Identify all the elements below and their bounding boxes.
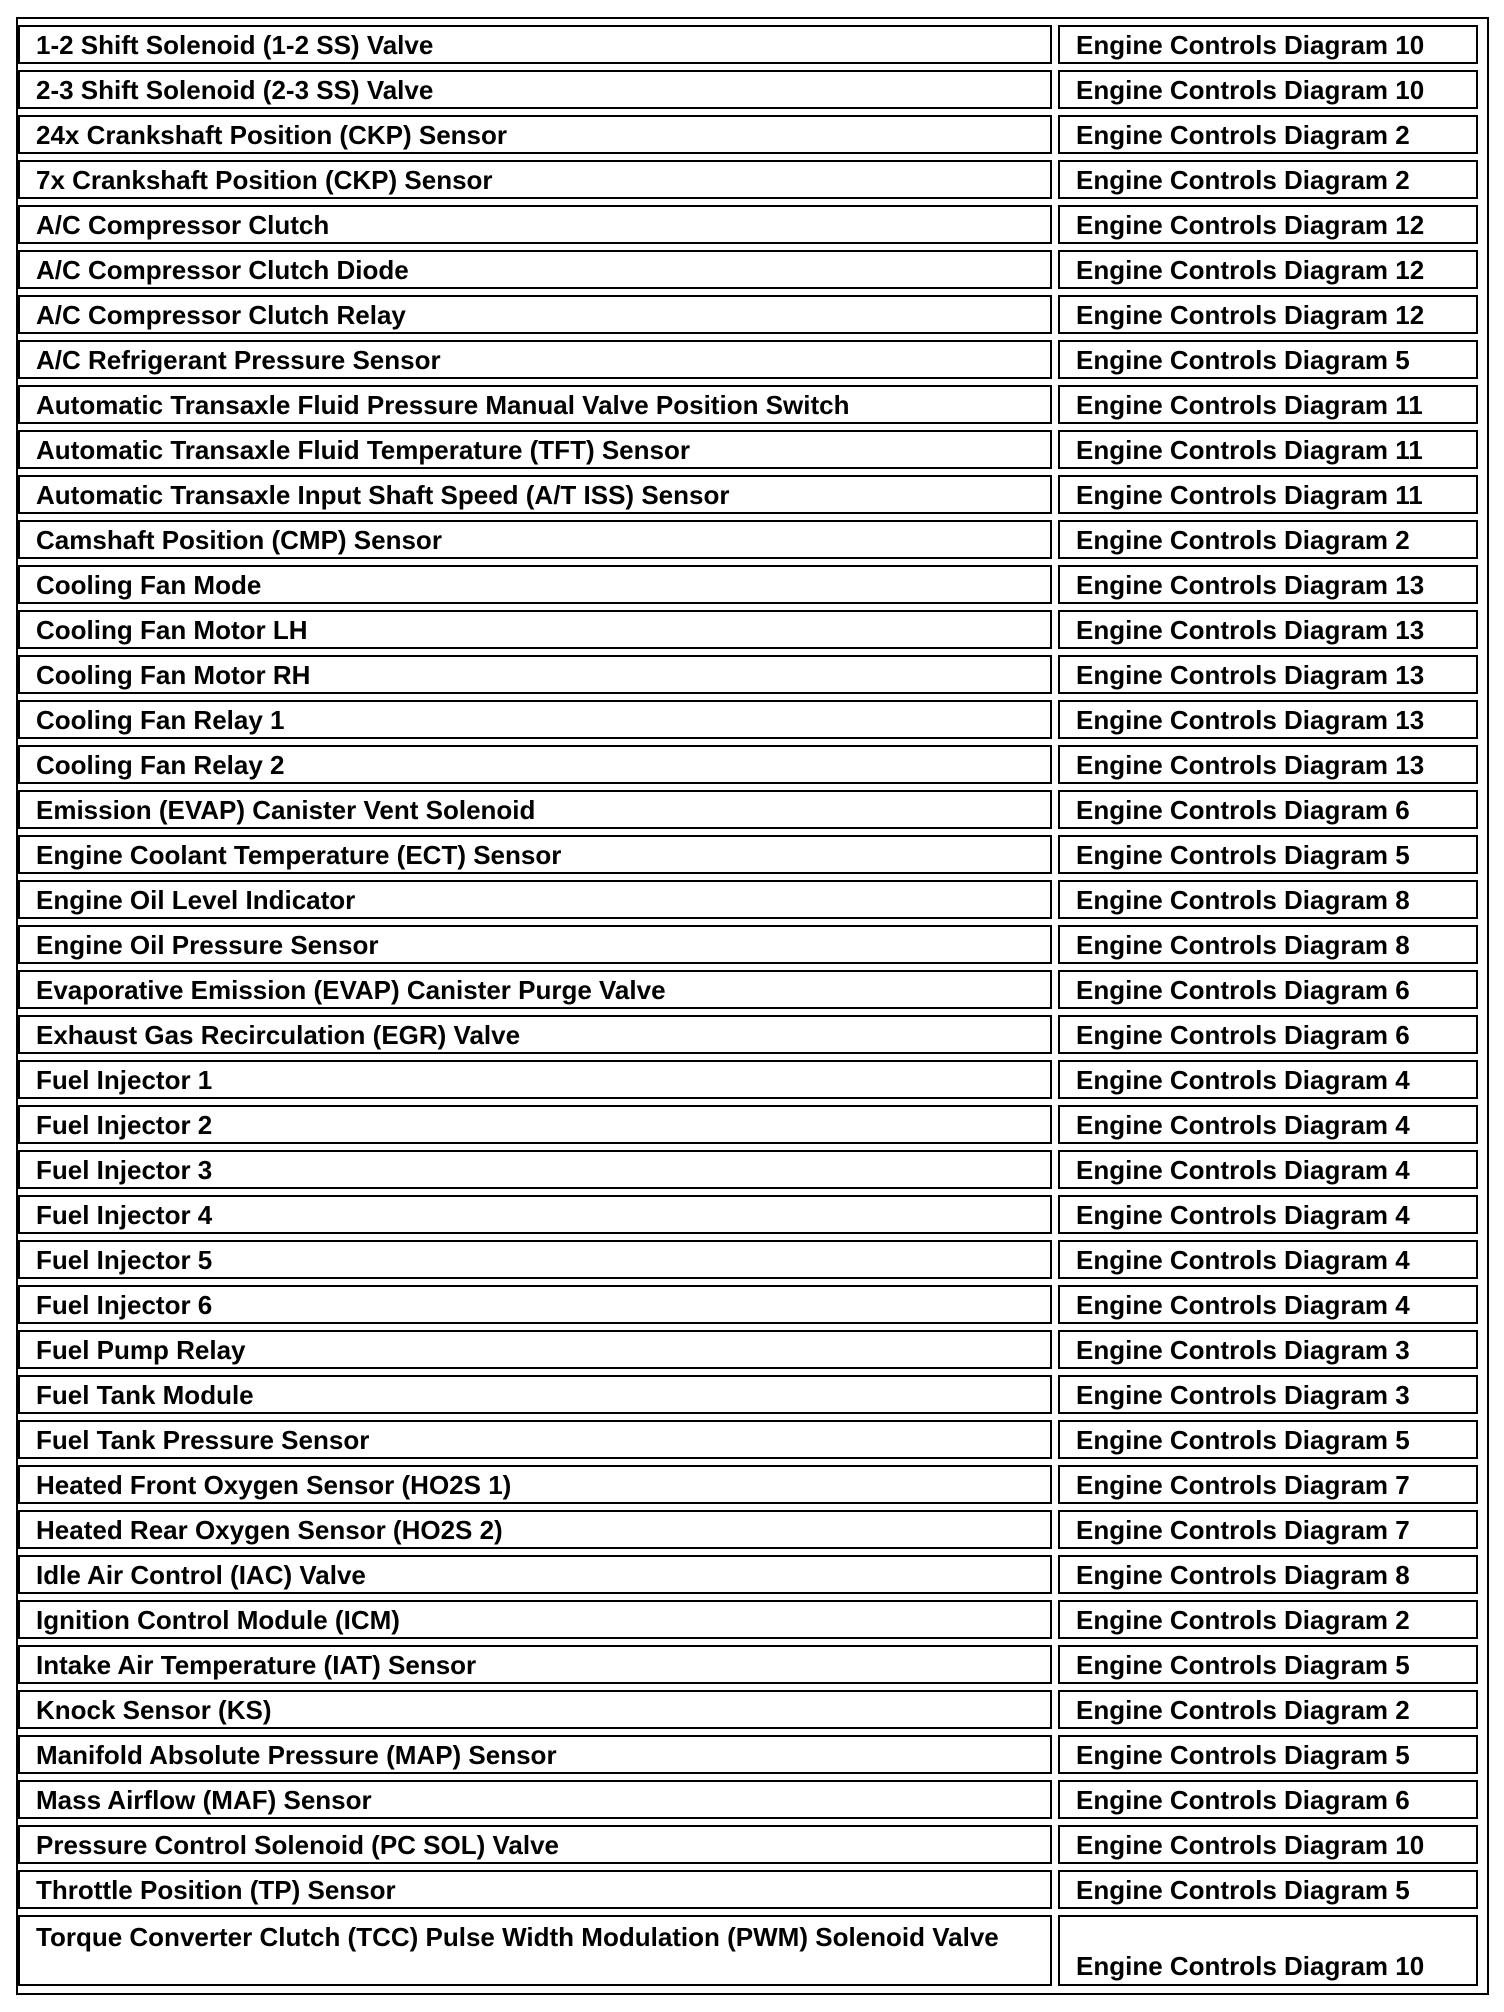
diagram-reference-cell: Engine Controls Diagram 2	[1058, 1600, 1478, 1639]
table-row	[18, 1420, 1478, 1459]
diagram-reference-cell: Engine Controls Diagram 6	[1058, 1015, 1478, 1054]
table-row	[18, 430, 1478, 469]
component-cell: Automatic Transaxle Fluid Temperature (TFT) Sensor	[18, 430, 1052, 469]
table-row	[18, 160, 1478, 199]
component-cell: Cooling Fan Motor RH	[18, 655, 1052, 694]
table-row	[18, 655, 1478, 694]
diagram-reference-cell: Engine Controls Diagram 2	[1058, 115, 1478, 154]
diagram-reference-cell: Engine Controls Diagram 12	[1058, 295, 1478, 334]
diagram-reference-cell: Engine Controls Diagram 6	[1058, 1780, 1478, 1819]
table-row	[18, 1915, 1478, 1986]
component-cell: Manifold Absolute Pressure (MAP) Sensor	[18, 1735, 1052, 1774]
table-row	[18, 610, 1478, 649]
diagram-reference-cell: Engine Controls Diagram 6	[1058, 970, 1478, 1009]
component-cell: Engine Oil Level Indicator	[18, 880, 1052, 919]
component-cell: Fuel Injector 3	[18, 1150, 1052, 1189]
diagram-reference-cell: Engine Controls Diagram 11	[1058, 430, 1478, 469]
diagram-reference-cell: Engine Controls Diagram 10	[1058, 25, 1478, 64]
diagram-reference-cell: Engine Controls Diagram 3	[1058, 1375, 1478, 1414]
diagram-reference-cell: Engine Controls Diagram 7	[1058, 1465, 1478, 1504]
table-row	[18, 1060, 1478, 1099]
component-cell: Ignition Control Module (ICM)	[18, 1600, 1052, 1639]
component-cell: Throttle Position (TP) Sensor	[18, 1870, 1052, 1909]
table-row	[18, 295, 1478, 334]
diagram-reference-cell: Engine Controls Diagram 8	[1058, 880, 1478, 919]
component-cell: Cooling Fan Relay 2	[18, 745, 1052, 784]
table-row	[18, 880, 1478, 919]
diagram-reference-cell: Engine Controls Diagram 10	[1058, 1825, 1478, 1864]
diagram-reference-cell: Engine Controls Diagram 12	[1058, 250, 1478, 289]
component-cell: Intake Air Temperature (IAT) Sensor	[18, 1645, 1052, 1684]
table-row	[18, 1690, 1478, 1729]
table-row	[18, 1555, 1478, 1594]
component-cell: Evaporative Emission (EVAP) Canister Purge Valve	[18, 970, 1052, 1009]
table-row	[18, 1825, 1478, 1864]
component-cell: Fuel Pump Relay	[18, 1330, 1052, 1369]
table-row	[18, 1510, 1478, 1549]
diagram-reference-cell: Engine Controls Diagram 4	[1058, 1195, 1478, 1234]
table-row	[18, 1645, 1478, 1684]
table-row	[18, 925, 1478, 964]
table-row	[18, 70, 1478, 109]
table-row	[18, 520, 1478, 559]
diagram-reference-cell: Engine Controls Diagram 4	[1058, 1060, 1478, 1099]
table-row	[18, 340, 1478, 379]
component-cell: Heated Front Oxygen Sensor (HO2S 1)	[18, 1465, 1052, 1504]
diagram-reference-cell: Engine Controls Diagram 12	[1058, 205, 1478, 244]
table-row	[18, 745, 1478, 784]
component-cell: Fuel Injector 2	[18, 1105, 1052, 1144]
diagram-reference-cell: Engine Controls Diagram 13	[1058, 745, 1478, 784]
diagram-reference-cell: Engine Controls Diagram 10	[1058, 1915, 1478, 1986]
component-cell: A/C Refrigerant Pressure Sensor	[18, 340, 1052, 379]
table-row	[18, 1150, 1478, 1189]
table-row	[18, 25, 1478, 64]
table-row	[18, 1375, 1478, 1414]
table-row	[18, 1285, 1478, 1324]
component-cell: Fuel Tank Module	[18, 1375, 1052, 1414]
component-cell: Fuel Injector 5	[18, 1240, 1052, 1279]
diagram-reference-cell: Engine Controls Diagram 5	[1058, 835, 1478, 874]
diagram-reference-cell: Engine Controls Diagram 2	[1058, 160, 1478, 199]
diagram-reference-cell: Engine Controls Diagram 11	[1058, 475, 1478, 514]
component-cell: Fuel Injector 1	[18, 1060, 1052, 1099]
table-row	[18, 970, 1478, 1009]
table-row	[18, 1465, 1478, 1504]
component-cell: Cooling Fan Relay 1	[18, 700, 1052, 739]
table-row	[18, 1600, 1478, 1639]
component-cell: Idle Air Control (IAC) Valve	[18, 1555, 1052, 1594]
diagram-reference-cell: Engine Controls Diagram 13	[1058, 655, 1478, 694]
diagram-reference-cell: Engine Controls Diagram 3	[1058, 1330, 1478, 1369]
component-cell: 2-3 Shift Solenoid (2-3 SS) Valve	[18, 70, 1052, 109]
component-cell: A/C Compressor Clutch Relay	[18, 295, 1052, 334]
table-row	[18, 1780, 1478, 1819]
component-cell: Camshaft Position (CMP) Sensor	[18, 520, 1052, 559]
table-row	[18, 1195, 1478, 1234]
diagram-reference-cell: Engine Controls Diagram 11	[1058, 385, 1478, 424]
diagram-reference-cell: Engine Controls Diagram 5	[1058, 1870, 1478, 1909]
component-cell: Engine Oil Pressure Sensor	[18, 925, 1052, 964]
diagram-reference-cell: Engine Controls Diagram 4	[1058, 1240, 1478, 1279]
component-cell: Mass Airflow (MAF) Sensor	[18, 1780, 1052, 1819]
component-cell: Cooling Fan Motor LH	[18, 610, 1052, 649]
table-row	[18, 700, 1478, 739]
component-cell: Knock Sensor (KS)	[18, 1690, 1052, 1729]
table-row	[18, 115, 1478, 154]
table-row	[18, 385, 1478, 424]
component-cell: Fuel Injector 4	[18, 1195, 1052, 1234]
diagram-reference-cell: Engine Controls Diagram 4	[1058, 1150, 1478, 1189]
diagram-reference-cell: Engine Controls Diagram 4	[1058, 1105, 1478, 1144]
component-cell: Cooling Fan Mode	[18, 565, 1052, 604]
table-row	[18, 205, 1478, 244]
diagram-reference-cell: Engine Controls Diagram 13	[1058, 610, 1478, 649]
component-cell: A/C Compressor Clutch	[18, 205, 1052, 244]
diagram-reference-cell: Engine Controls Diagram 8	[1058, 1555, 1478, 1594]
component-cell: Engine Coolant Temperature (ECT) Sensor	[18, 835, 1052, 874]
diagram-reference-cell: Engine Controls Diagram 7	[1058, 1510, 1478, 1549]
diagram-reference-cell: Engine Controls Diagram 4	[1058, 1285, 1478, 1324]
component-cell: Automatic Transaxle Fluid Pressure Manual Valve Position Switch	[18, 385, 1052, 424]
table-row	[18, 475, 1478, 514]
component-cell: Emission (EVAP) Canister Vent Solenoid	[18, 790, 1052, 829]
component-cell: Torque Converter Clutch (TCC) Pulse Width Modulation (PWM) Solenoid Valve	[18, 1915, 1052, 1986]
diagram-reference-cell: Engine Controls Diagram 8	[1058, 925, 1478, 964]
diagram-reference-cell: Engine Controls Diagram 13	[1058, 565, 1478, 604]
component-cell: 1-2 Shift Solenoid (1-2 SS) Valve	[18, 25, 1052, 64]
diagram-reference-cell: Engine Controls Diagram 5	[1058, 1420, 1478, 1459]
component-cell: Fuel Tank Pressure Sensor	[18, 1420, 1052, 1459]
component-cell: Exhaust Gas Recirculation (EGR) Valve	[18, 1015, 1052, 1054]
table-body	[18, 25, 1478, 1986]
table-row	[18, 1240, 1478, 1279]
table-row	[18, 790, 1478, 829]
diagram-reference-cell: Engine Controls Diagram 2	[1058, 1690, 1478, 1729]
table-row	[18, 1105, 1478, 1144]
component-cell: A/C Compressor Clutch Diode	[18, 250, 1052, 289]
component-cell: Pressure Control Solenoid (PC SOL) Valve	[18, 1825, 1052, 1864]
component-cell: 24x Crankshaft Position (CKP) Sensor	[18, 115, 1052, 154]
table-row	[18, 1330, 1478, 1369]
table-row	[18, 1015, 1478, 1054]
component-cell: Automatic Transaxle Input Shaft Speed (A/T ISS) Sensor	[18, 475, 1052, 514]
component-cell: Heated Rear Oxygen Sensor (HO2S 2)	[18, 1510, 1052, 1549]
diagram-reference-cell: Engine Controls Diagram 6	[1058, 790, 1478, 829]
diagram-reference-cell: Engine Controls Diagram 10	[1058, 70, 1478, 109]
table-row	[18, 1870, 1478, 1909]
table-row	[18, 835, 1478, 874]
diagram-reference-cell: Engine Controls Diagram 5	[1058, 340, 1478, 379]
diagram-reference-cell: Engine Controls Diagram 5	[1058, 1735, 1478, 1774]
component-cell: Fuel Injector 6	[18, 1285, 1052, 1324]
table-row	[18, 565, 1478, 604]
table-row	[18, 1735, 1478, 1774]
component-diagram-index-table	[12, 19, 1484, 1992]
diagram-reference-cell: Engine Controls Diagram 13	[1058, 700, 1478, 739]
diagram-reference-cell: Engine Controls Diagram 5	[1058, 1645, 1478, 1684]
diagram-reference-cell: Engine Controls Diagram 2	[1058, 520, 1478, 559]
component-cell: 7x Crankshaft Position (CKP) Sensor	[18, 160, 1052, 199]
table-row	[18, 250, 1478, 289]
